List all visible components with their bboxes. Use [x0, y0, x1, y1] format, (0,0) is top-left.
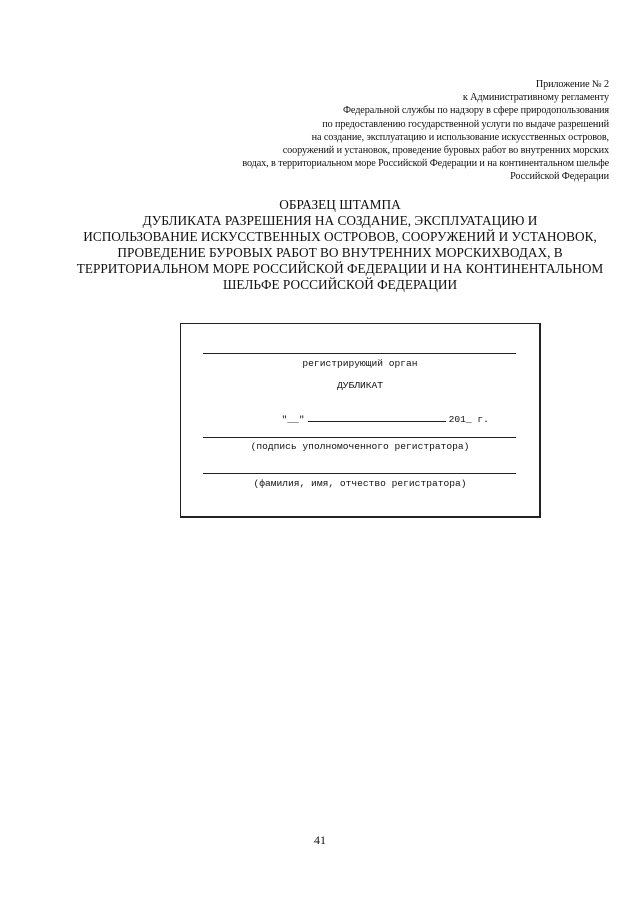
title-line: ИСПОЛЬЗОВАНИЕ ИСКУССТВЕННЫХ ОСТРОВОВ, СООРУЖЕНИЙ И УСТАНОВОК,: [83, 229, 597, 244]
signature-caption: (подпись уполномоченного регистратора): [250, 441, 470, 452]
appendix-line: по предоставлению государственной услуги по выдаче разрешений: [322, 118, 609, 130]
name-line: [203, 473, 516, 474]
appendix-line: сооружений и установок, проведение буровых работ во внутренних морских: [282, 145, 609, 157]
appendix-line: Российской Федерации: [510, 171, 609, 183]
document-title: [60, 197, 620, 293]
appendix-header: [189, 78, 609, 184]
name-caption: (фамилия, имя, отчество регистратора): [253, 478, 467, 489]
appendix-line: к Административному регламенту: [462, 92, 609, 104]
appendix-line: на создание, эксплуатацию и использование искусственных островов,: [311, 131, 609, 143]
title-line: ШЕЛЬФЕ РОССИЙСКОЙ ФЕДЕРАЦИИ: [222, 277, 458, 292]
date-year: 201_ г.: [448, 414, 489, 425]
appendix-line: Федеральной службы по надзору в сфере природопользования: [342, 105, 609, 117]
duplicate-label: ДУБЛИКАТ: [336, 380, 384, 391]
appendix-line: Приложение № 2: [535, 79, 609, 90]
date-month-blank: [308, 412, 446, 422]
title-line: ТЕРРИТОРИАЛЬНОМ МОРЕ РОССИЙСКОЙ ФЕДЕРАЦИИ И НА КОНТИНЕНТАЛЬНОМ: [76, 261, 604, 276]
title-line: ДУБЛИКАТА РАЗРЕШЕНИЯ НА СОЗДАНИЕ, ЭКСПЛУАТАЦИЮ И: [142, 213, 538, 228]
date-day: "__": [281, 414, 305, 425]
page-number: 41: [314, 833, 326, 847]
signature-line: [203, 437, 516, 438]
org-caption: регистрирующий орган: [302, 358, 418, 369]
title-line: ПРОВЕДЕНИЕ БУРОВЫХ РАБОТ ВО ВНУТРЕННИХ МОРСКИХВОДАХ, В: [117, 245, 563, 260]
appendix-line: водах, в территориальном море Российской Федерации и на континентальном шельфе: [242, 158, 609, 170]
date-line: [247, 401, 489, 436]
stamp-box: [180, 323, 541, 518]
org-line: [203, 353, 516, 354]
title-line: ОБРАЗЕЦ ШТАМПА: [279, 197, 401, 212]
